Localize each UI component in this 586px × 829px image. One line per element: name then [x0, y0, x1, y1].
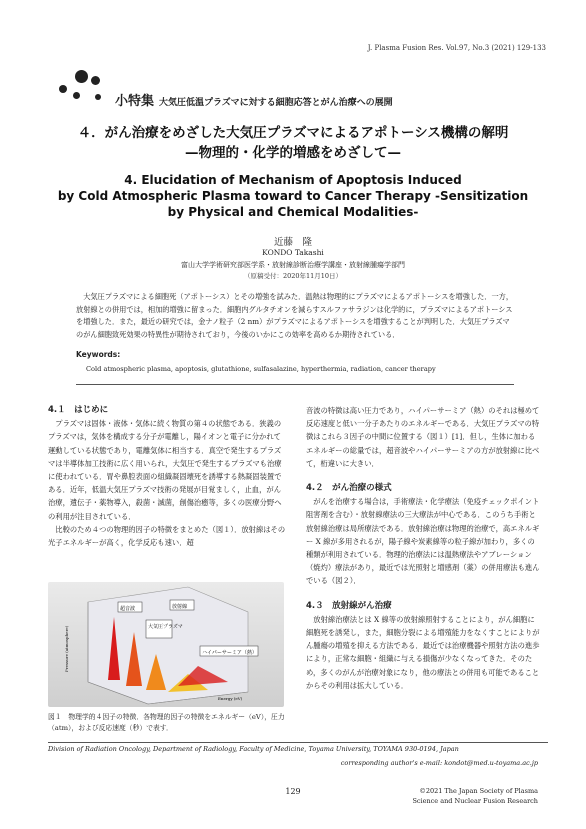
- fig-label-heat: ハイパーサーミア（熱）: [202, 650, 257, 656]
- fig-label-plasma: 大気圧プラズマ: [148, 624, 183, 630]
- paragraph: 音波の特徴は高い圧力であり，ハイパーサーミア（熱）のそれは極めて反応速度と低い一分子あたりのエネルギーである．大気圧プラズマの特徴はこれら３因子の中間に位置する（図１）[1]．但し，生体に加わるエネルギーの総量では，超音波やハイパーサーミアの方が放射線に比べて，桁違いに大きい．: [306, 406, 540, 468]
- title-en: [0, 172, 586, 220]
- figure-1-graphic: [48, 582, 284, 707]
- fig-label-ultrasound: 超音波: [120, 606, 136, 612]
- author-jp: 近藤 隆: [273, 237, 312, 248]
- title-jp-sub: —物理的・化学的増感をめざして—: [185, 145, 401, 161]
- title-en-line: by Physical and Chemical Modalities-: [167, 205, 419, 219]
- affiliation: 富山大学学術研究部医学系・放射線診断治療学講座・放射線腫瘍学部門: [181, 261, 405, 269]
- divider: [76, 384, 514, 385]
- fig-y-axis: Pressure (atmosphere): [64, 625, 69, 672]
- author-en: KONDO Takashi: [262, 248, 324, 257]
- right-column: [306, 404, 542, 692]
- footnote-affiliation: Division of Radiation Oncology, Department of Radiology, Faculty of Medicine, Toyama University, TOYAMA 930-0194, Japan: [48, 745, 459, 753]
- copyright: [412, 786, 538, 806]
- title-en-line: by Cold Atmospheric Plasma toward to Cancer Therapy -Sensitization: [57, 189, 529, 203]
- special-issue-label: [115, 90, 393, 109]
- section-heading: 4.１ はじめに: [48, 405, 109, 415]
- special-topic: 大気圧低温プラズマに対する細胞応答とがん治療への展開: [159, 98, 393, 108]
- copyright-line: Science and Nuclear Fusion Research: [412, 797, 538, 805]
- special-label: 小特集: [115, 94, 155, 109]
- paragraph: がんを治療する場合は，手術療法・化学療法（免疫チェックポイント阻害剤を含む）・放射線療法の三大療法が中心である．このうち手術と放射線治療は局所療法である．放射線治療は物理的治療で，高エネルギー X 線が多用されるが，陽子線や炭素線等の粒子線が加わり，多くの種類が利用されている．物理的治療法には温熱療法やアブレーション（焼灼）療法があり，最近では光照射と増感剤（薬）の併用療法も進んでいる（図２）．: [306, 497, 540, 586]
- footnote-email: corresponding author's e-mail: kondot@med.u-toyama.ac.jp: [340, 759, 538, 767]
- abstract: 大気圧プラズマによる細胞死（アポトーシス）とその増強を試みた．温熱は物理的にプラズマによるアポトーシスを増強した．一方，放射線との併用では，相加的増強に留まった．細胞内グルタチオンを減らすスルファサラジンは化学的に，プラズマによるアポトーシスを増強した．また，最近の研究では，金ナノ粒子（2 nm）がプラズマによるアポトーシスを増強することが判明した．大気圧プラズマのがん細胞致死効果の特異性が期待されており，今後のいかにこの効率を高めるか期待されている．: [76, 292, 514, 339]
- copyright-line: ©2021 The Japan Society of Plasma: [419, 787, 538, 795]
- page-number: 129: [285, 787, 301, 796]
- fig-label-radiation: 放射線: [172, 604, 188, 610]
- keywords: Cold atmospheric plasma, apoptosis, glutathione, sulfasalazine, hyperthermia, radiation, cancer therapy: [86, 365, 436, 373]
- section-heading: 4.３ 放射線がん治療: [306, 600, 392, 611]
- decorative-dots: [55, 70, 115, 120]
- paragraph: 放射線治療法とは X 線等の放射線照射することにより，がん細胞に細胞死を誘発し，また，細胞分裂による増殖能力をなくすことによりがん腫瘍の増殖を抑える方法である．最近では治療機器や照射方法の進歩により，正常な細胞・組織に与える損傷が少なくなってきた．そのため，多くのがんが治療対象になり，他の療法との併用も可能であることからその利用は拡大している．: [306, 614, 540, 690]
- journal-citation: J. Plasma Fusion Res. Vol.97, No.3 (2021) 129‑133: [367, 44, 546, 52]
- keywords-heading: Keywords:: [76, 350, 121, 359]
- section-heading: 4.２ がん治療の様式: [306, 483, 392, 494]
- figure-1: [48, 582, 284, 707]
- footnote-rule: [48, 742, 548, 743]
- title-jp-main: ４．がん治療をめざした大気圧プラズマによるアポトーシス機構の解明: [77, 125, 509, 141]
- title-en-line: 4. Elucidation of Mechanism of Apoptosis Induced: [124, 173, 462, 187]
- paragraph: 比較のため４つの物理的因子の特徴をまとめた（図１）．放射線はその光子エネルギーが高く，化学反応も速い．超: [48, 524, 286, 548]
- received-date: （原稿受付：2020年11月10日）: [243, 272, 343, 280]
- fig-x-axis: Energy (eV): [218, 696, 243, 701]
- figure-caption: 図１ 物理学的４因子の特徴．各物理的因子の特徴をエネルギー（eV），圧力（atm），および反応速度（秒）で表す．: [48, 713, 285, 732]
- left-column: [48, 404, 288, 549]
- paragraph: プラズマは固体・液体・気体に続く物質の第４の状態である．狭義のプラズマは，気体を構成する分子が電離し，陽イオンと電子に分かれて運動している状態であり，電離気体に相当する．真空で発生するプラズマは半導体加工技術に広く用いられ，大気圧で発生するプラズマも治療に使われている．胃や鼻腔表面の組織凝固壊死を誘導する熱凝固装置である．近年，低温大気圧プラズマ技術の発展が目覚ましく，止血，がん治療，遺伝子・薬物導入，殺菌・滅菌，創傷治癒等，多くの医療分野への利用が注目されている．: [48, 419, 282, 521]
